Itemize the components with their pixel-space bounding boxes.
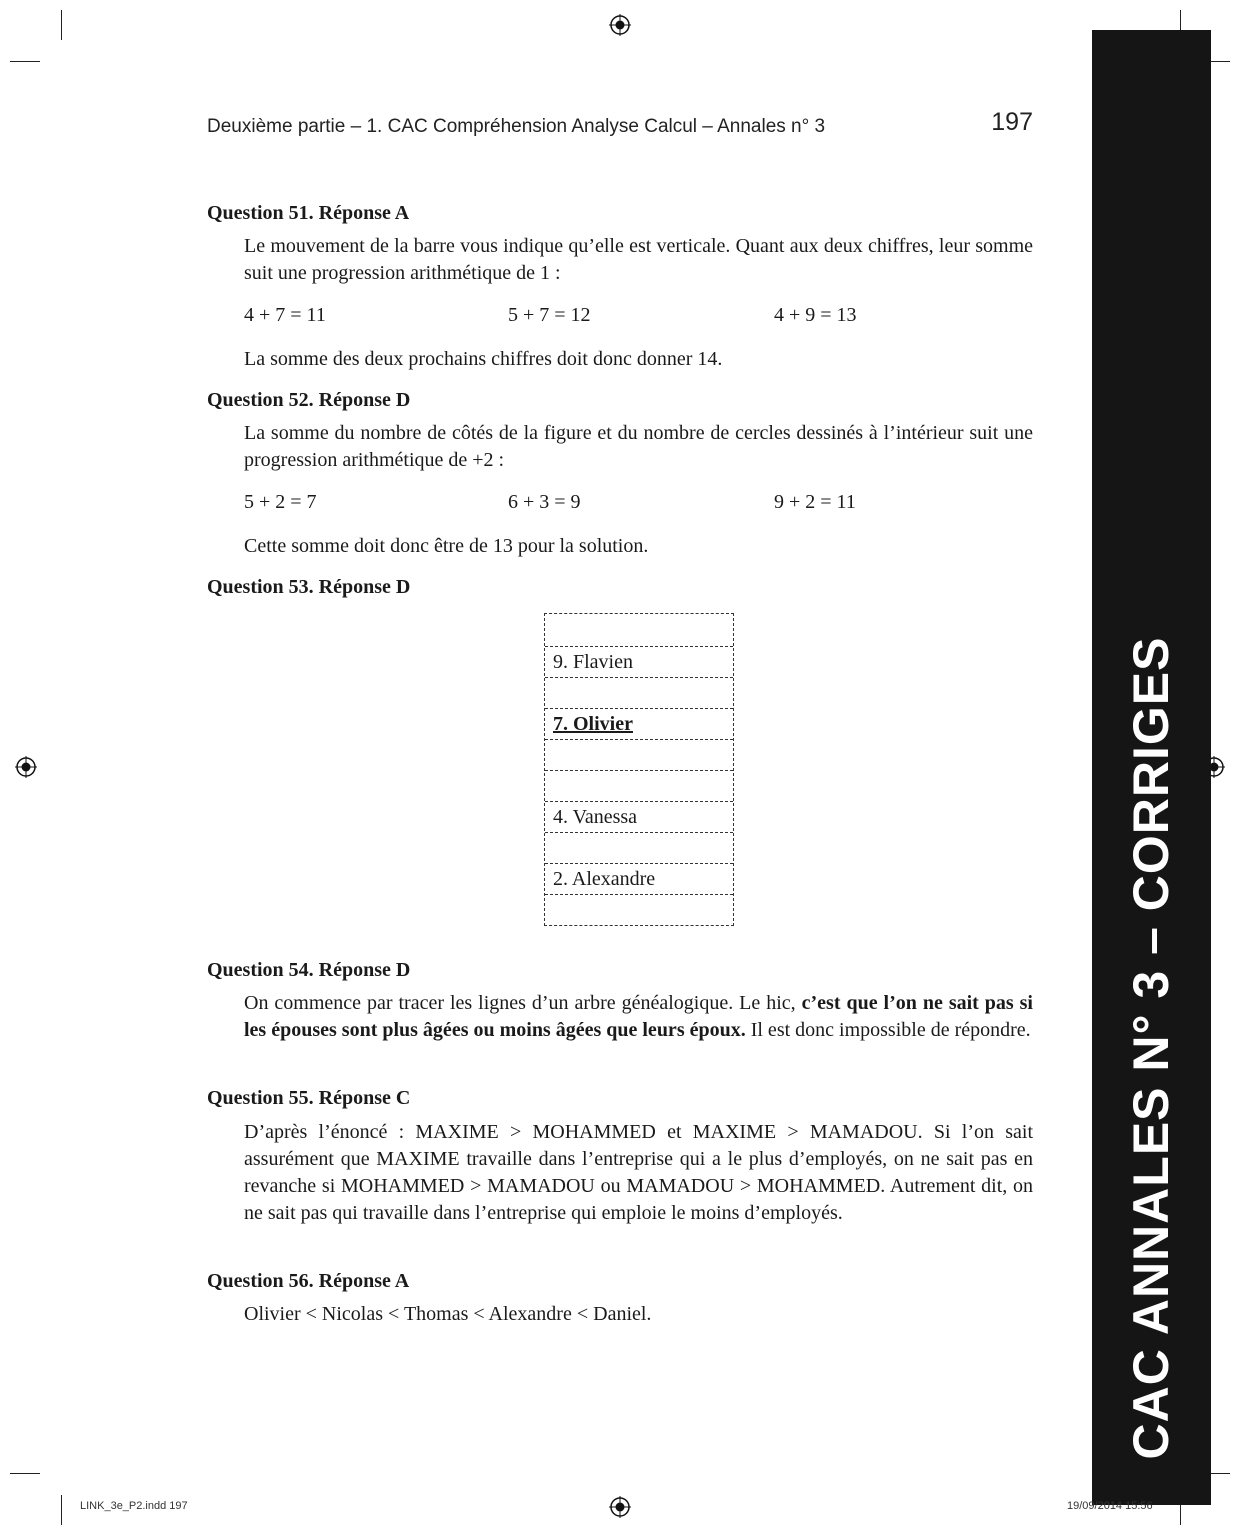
crop-mark [10,61,40,62]
question-51-title: Question 51. Réponse A [207,202,410,224]
grid-row-highlighted: 7. Olivier [545,708,733,739]
registration-mark-icon [15,756,37,778]
question-54-text [244,990,1033,1044]
registration-mark-icon [609,1496,631,1518]
grid-row: 9. Flavien [545,646,733,677]
question-51-equation: 5 + 7 = 12 [508,304,591,326]
question-54-text-end: Il est donc impossible de répondre. [745,1019,1031,1041]
running-header [207,108,1033,138]
running-title: Deuxième partie – 1. CAC Compréhension Analyse Calcul – Annales n° 3 [207,116,826,137]
question-52-equation: 5 + 2 = 7 [244,491,317,513]
grid-row: 4. Vanessa [545,801,733,832]
question-51-text: Le mouvement de la barre vous indique qu’elle est verticale. Quant aux deux chiffres, leur somme suit une progression arithmétique de 1 : [244,235,1033,284]
question-56-text: Olivier < Nicolas < Thomas < Alexandre < Daniel. [244,1303,652,1325]
question-51-conclusion: La somme des deux prochains chiffres doit donc donner 14. [244,348,723,370]
question-52-equation: 6 + 3 = 9 [508,491,581,513]
grid-row [545,832,733,863]
crop-mark [10,1473,40,1474]
question-53-title: Question 53. Réponse D [207,576,411,598]
question-55-title: Question 55. Réponse C [207,1087,411,1109]
grid-row [545,739,733,770]
chapter-side-tab-label: CAC ANNALES N° 3 – CORRIGES [1123,636,1179,1460]
question-54-text-start: On commence par tracer les lignes d’un arbre généalogique. Le hic, [244,992,802,1014]
crop-mark [61,10,62,40]
grid-row: 2. Alexandre [545,863,733,894]
grid-row [545,894,733,925]
question-52-equation: 9 + 2 = 11 [774,491,856,513]
grid-row [545,614,733,646]
grid-row [545,770,733,801]
crop-mark [61,1495,62,1525]
question-54-text-emphasis: c’est que l’on ne sait pas si les épouses sont plus âgées ou moins âgées que leurs époux. [244,992,1033,1041]
question-51-equation: 4 + 7 = 11 [244,304,326,326]
question-55-text: D’après l’énoncé : MAXIME > MOHAMMED et MAXIME > MAMADOU. Si l’on sait assurément que MAXIME travaille dans l’entreprise qui a le plus d’employés, on ne sait pas en revanche si MOHAMMED > MAMADOU ou MAMADOU > MOHAMMED. Autrement dit, on ne sait pas qui travaille dans l’entreprise qui emploie le moins d’employés. [244,1121,1033,1224]
question-52-text: La somme du nombre de côtés de la figure et du nombre de cercles dessinés à l’intérieur suit une progression arithmétique de +2 : [244,422,1033,471]
question-52-conclusion: Cette somme doit donc être de 13 pour la solution. [244,535,649,557]
registration-mark-icon [609,14,631,36]
page-number: 197 [991,108,1033,136]
footer-date: 19/09/2014 15:56 [1067,1500,1153,1512]
footer-file-info: LINK_3e_P2.indd 197 [80,1500,188,1512]
question-56-title: Question 56. Réponse A [207,1270,410,1292]
question-51-equation: 4 + 9 = 13 [774,304,857,326]
question-54-title: Question 54. Réponse D [207,959,411,981]
question-52-title: Question 52. Réponse D [207,389,411,411]
grid-row [545,677,733,708]
name-order-grid [544,613,734,926]
